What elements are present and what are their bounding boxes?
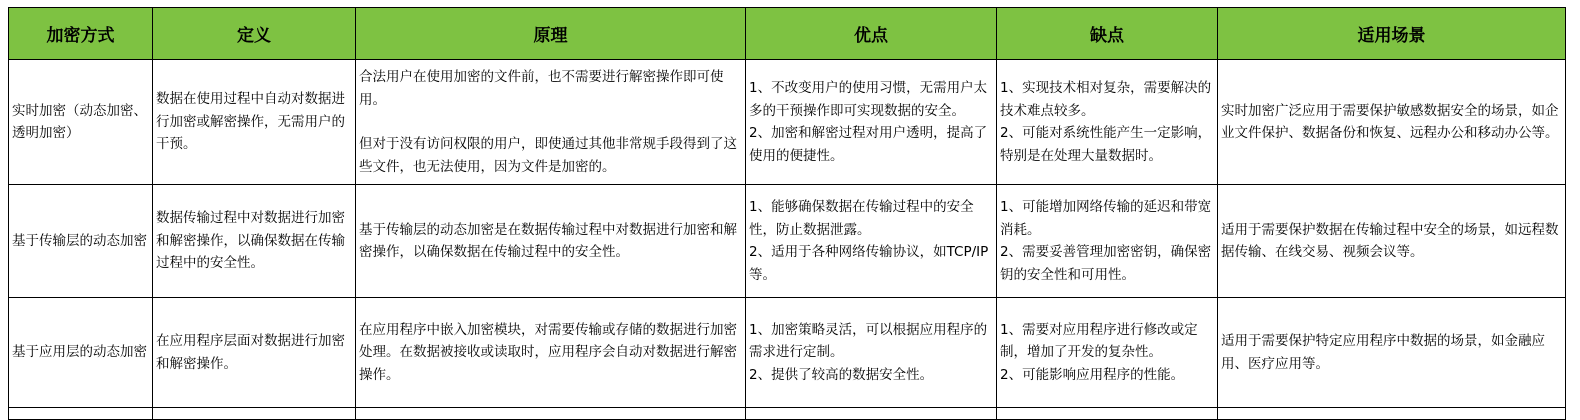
principle-paragraph: 合法用户在使用加密的文件前，也不需要进行解密操作即可使用。 [359,69,724,108]
cell-principle[interactable] [356,298,746,408]
cell-definition[interactable]: 在应用程序层面对数据进行加密和解密操作。 [153,298,356,408]
cons-item: 1、可能增加网络传输的延迟和带宽消耗。 [1000,199,1212,238]
cell-pros[interactable] [746,185,997,298]
cell-cons[interactable] [997,60,1218,185]
pros-item: 2、提供了较高的数据安全性。 [749,366,934,383]
cell-scenario[interactable]: 实时加密广泛应用于需要保护敏感数据安全的场景，如企业文件保护、数据备份和恢复、远程办公和移动办公等。 [1218,60,1566,185]
cons-item: 2、可能对系统性能产生一定影响，特别是在处理大量数据时。 [1000,125,1212,164]
principle-paragraph: 在应用程序中嵌入加密模块，对需要传输或存储的数据进行加密处理。在数据被接收或读取时，应用程序会自动对数据进行解密操作。 [359,321,737,383]
pros-item: 1、加密策略灵活，可以根据应用程序的需求进行定制。 [749,321,988,361]
cell-pros[interactable] [746,60,997,185]
cell-method[interactable]: 实时加密（动态加密、透明加密） [9,60,153,185]
principle-paragraph: 基于传输层的动态加密是在数据传输过程中对数据进行加密和解密操作，以确保数据在传输过程中的安全性。 [359,221,737,260]
cell-principle[interactable] [356,185,746,298]
table-row [9,60,1566,185]
header-cons[interactable]: 缺点 [997,8,1218,60]
paragraph-gap [359,111,742,133]
header-scenario[interactable]: 适用场景 [1218,8,1566,60]
cons-item: 1、需要对应用程序进行修改或定制，增加了开发的复杂性。 [1000,321,1198,361]
header-row [9,8,1566,60]
header-principle[interactable]: 原理 [356,8,746,60]
pros-item: 1、能够确保数据在传输过程中的安全性，防止数据泄露。 [749,199,974,238]
header-pros[interactable]: 优点 [746,8,997,60]
cell-pros[interactable] [746,298,997,408]
cell-cons[interactable] [997,298,1218,408]
cell-method[interactable]: 基于传输层的动态加密 [9,185,153,298]
pros-item: 2、加密和解密过程对用户透明，提高了使用的便捷性。 [749,125,988,164]
pros-item: 1、不改变用户的使用习惯，无需用户太多的干预操作即可实现数据的安全。 [749,80,988,119]
cell-definition[interactable]: 数据在使用过程中自动对数据进行加密或解密操作，无需用户的干预。 [153,60,356,185]
cons-item: 1、实现技术相对复杂，需要解决的技术难点较多。 [1000,80,1212,119]
encryption-comparison-table [8,7,1566,420]
header-method[interactable]: 加密方式 [9,8,153,60]
cell-method[interactable]: 基于应用层的动态加密 [9,298,153,408]
cell-definition[interactable]: 数据传输过程中对数据进行加密和解密操作，以确保数据在传输过程中的安全性。 [153,185,356,298]
cell-principle[interactable] [356,60,746,185]
cons-item: 2、可能影响应用程序的性能。 [1000,366,1185,383]
cell-scenario[interactable]: 适用于需要保护数据在传输过程中安全的场景，如远程数据传输、在线交易、视频会议等。 [1218,185,1566,298]
cell-cons[interactable] [997,185,1218,298]
header-definition[interactable]: 定义 [153,8,356,60]
principle-paragraph: 但对于没有访问权限的用户，即使通过其他非常规手段得到了这些文件，也无法使用，因为文件是加密的。 [359,136,737,175]
table-row [9,298,1566,408]
pros-item: 2、适用于各种网络传输协议，如TCP/IP等。 [749,244,989,283]
cons-item: 2、需要妥善管理加密密钥，确保密钥的安全性和可用性。 [1000,244,1212,283]
table-row [9,185,1566,298]
cell-scenario[interactable]: 适用于需要保护特定应用程序中数据的场景，如金融应用、医疗应用等。 [1218,298,1566,408]
